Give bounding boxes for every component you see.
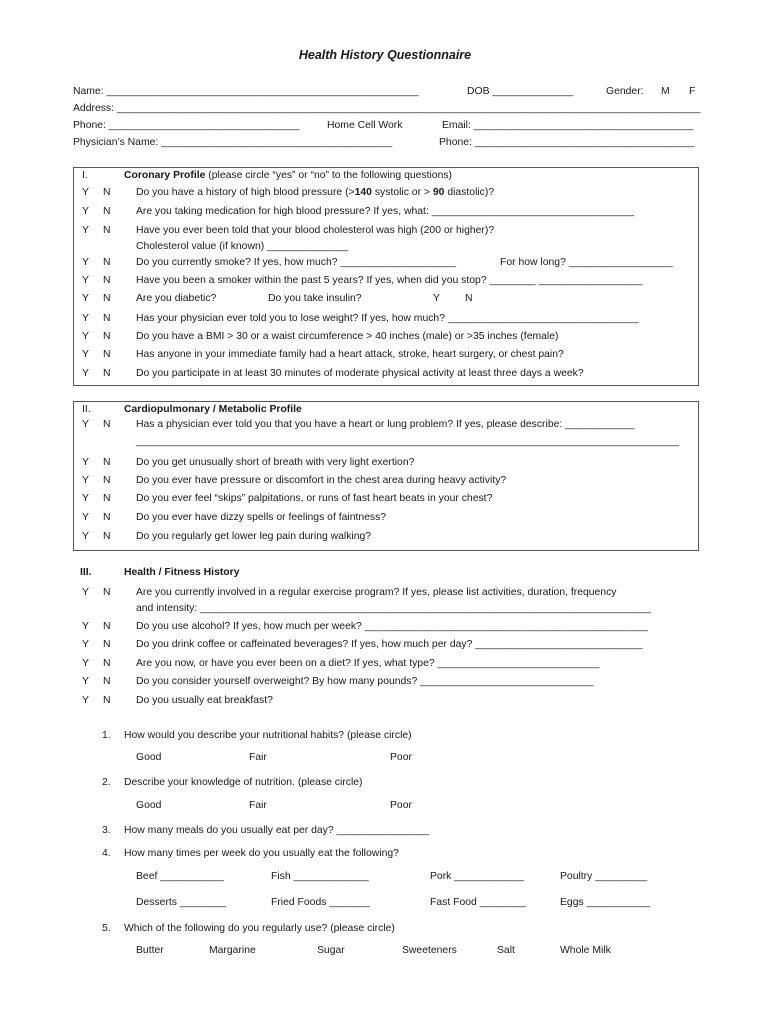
pork-field[interactable]: Pork ____________ bbox=[430, 871, 524, 882]
desserts-field[interactable]: Desserts ________ bbox=[136, 897, 227, 908]
question-exercise-program: Are you currently involved in a regular exercise program? If yes, please list activities, duration, frequency bbox=[136, 587, 617, 598]
question-shortness-of-breath: Do you get unusually short of breath with very light exertion? bbox=[136, 457, 415, 468]
exercise-intensity-field[interactable]: and intensity: ______________________________________________________________________________ bbox=[136, 603, 651, 614]
option-poor[interactable]: Poor bbox=[390, 800, 412, 811]
question-leg-pain: Do you regularly get lower leg pain during walking? bbox=[136, 531, 372, 542]
beef-field[interactable]: Beef ___________ bbox=[136, 871, 224, 882]
smoke-duration-field[interactable]: For how long? __________________ bbox=[500, 257, 673, 268]
section-number: III. bbox=[80, 567, 92, 578]
no-option[interactable]: N bbox=[103, 368, 111, 379]
fish-field[interactable]: Fish _____________ bbox=[271, 871, 369, 882]
no-option[interactable]: N bbox=[103, 621, 111, 632]
question-chest-pressure: Do you ever have pressure or discomfort in the chest area during heavy activity? bbox=[136, 475, 507, 486]
question-bp-medication[interactable]: Are you taking medication for high blood pressure? If yes, what: ___________________________________ bbox=[136, 206, 634, 217]
fast-food-field[interactable]: Fast Food ________ bbox=[430, 897, 526, 908]
eggs-field[interactable]: Eggs ___________ bbox=[560, 897, 651, 908]
no-option[interactable]: N bbox=[103, 187, 111, 198]
no-option[interactable]: N bbox=[103, 275, 111, 286]
no-option[interactable]: N bbox=[103, 313, 111, 324]
question-diet[interactable]: Are you now, or have you ever been on a diet? If yes, what type? ____________________________ bbox=[136, 658, 600, 669]
no-option[interactable]: N bbox=[103, 676, 111, 687]
question-dizzy-spells: Do you ever have dizzy spells or feelings of faintness? bbox=[136, 512, 387, 523]
question-caffeine[interactable]: Do you drink coffee or caffeinated beverages? If yes, how much per day? _____________________________ bbox=[136, 639, 643, 650]
option-good[interactable]: Good bbox=[136, 800, 162, 811]
question-family-history: Has anyone in your immediate family had a heart attack, stroke, heart surgery, or chest pain? bbox=[136, 349, 564, 360]
phone-field[interactable]: Phone: _________________________________ bbox=[73, 120, 300, 131]
question-palpitations: Do you ever feel “skips” palpitations, or runs of fast heart beats in your chest? bbox=[136, 493, 493, 504]
yes-option[interactable]: Y bbox=[82, 331, 89, 342]
question-alcohol[interactable]: Do you use alcohol? If yes, how much per week? _________________________________________________ bbox=[136, 621, 648, 632]
phone-type-options[interactable]: Home Cell Work bbox=[327, 120, 403, 131]
gender-f-option[interactable]: F bbox=[689, 86, 696, 97]
question-regular-use: Which of the following do you regularly use? (please circle) bbox=[124, 923, 395, 934]
section-title: Cardiopulmonary / Metabolic Profile bbox=[124, 404, 302, 415]
no-option[interactable]: N bbox=[103, 331, 111, 342]
list-number: 2. bbox=[102, 777, 111, 788]
question-smoke[interactable]: Do you currently smoke? If yes, how much? ____________________ bbox=[136, 257, 457, 268]
heart-lung-description-field[interactable]: ______________________________________________________________________________________________ bbox=[136, 436, 680, 447]
question-food-frequency: How many times per week do you usually eat the following? bbox=[124, 848, 399, 859]
question-bmi: Do you have a BMI > 30 or a waist circumference > 40 inches (male) or >35 inches (female) bbox=[136, 331, 559, 342]
section-number: I. bbox=[82, 170, 88, 181]
option-fair[interactable]: Fair bbox=[249, 800, 267, 811]
question-breakfast: Do you usually eat breakfast? bbox=[136, 695, 273, 706]
no-option[interactable]: N bbox=[103, 658, 111, 669]
address-field[interactable]: Address: _____________________________________________________________________________________________________ bbox=[73, 103, 701, 114]
no-option[interactable]: N bbox=[103, 206, 111, 217]
yes-option[interactable]: Y bbox=[82, 275, 89, 286]
option-fair[interactable]: Fair bbox=[249, 752, 267, 763]
list-number: 1. bbox=[102, 730, 111, 741]
fried-foods-field[interactable]: Fried Foods _______ bbox=[271, 897, 370, 908]
option-salt[interactable]: Salt bbox=[497, 945, 515, 956]
question-text: Do you have a history of high blood pressure (> bbox=[136, 187, 355, 198]
option-butter[interactable]: Butter bbox=[136, 945, 164, 956]
option-margarine[interactable]: Margarine bbox=[209, 945, 256, 956]
yes-option[interactable]: Y bbox=[82, 206, 89, 217]
email-field[interactable]: Email: ______________________________________ bbox=[442, 120, 694, 131]
section-heading bbox=[124, 170, 452, 181]
no-option[interactable]: N bbox=[103, 225, 111, 236]
section-title: Health / Fitness History bbox=[124, 567, 240, 578]
list-number: 4. bbox=[102, 848, 111, 859]
no-option[interactable]: N bbox=[103, 419, 111, 430]
section-instructions: (please circle “yes” or “no” to the following questions) bbox=[205, 170, 453, 181]
no-option[interactable]: N bbox=[103, 457, 111, 468]
list-number: 3. bbox=[102, 825, 111, 836]
no-option[interactable]: N bbox=[103, 639, 111, 650]
poultry-field[interactable]: Poultry _________ bbox=[560, 871, 648, 882]
name-field[interactable]: Name: ______________________________________________________ bbox=[73, 86, 419, 97]
gender-m-option[interactable]: M bbox=[661, 86, 670, 97]
no-option[interactable]: N bbox=[103, 695, 111, 706]
page-title: Health History Questionnaire bbox=[298, 48, 472, 62]
gender-label: Gender: bbox=[606, 86, 644, 97]
no-option[interactable]: N bbox=[103, 349, 111, 360]
no-option[interactable]: N bbox=[103, 257, 111, 268]
question-nutritional-habits: How would you describe your nutritional habits? (please circle) bbox=[124, 730, 412, 741]
yes-option[interactable]: Y bbox=[82, 368, 89, 379]
no-option[interactable]: N bbox=[103, 475, 111, 486]
question-cholesterol: Have you ever been told that your blood cholesterol was high (200 or higher)? bbox=[136, 225, 495, 236]
yes-option[interactable]: Y bbox=[82, 531, 89, 542]
yes-option[interactable]: Y bbox=[82, 313, 89, 324]
option-good[interactable]: Good bbox=[136, 752, 162, 763]
yes-option[interactable]: Y bbox=[82, 293, 89, 304]
question-heart-lung-problem[interactable]: Has a physician ever told you that you have a heart or lung problem? If yes, please describe: ____________ bbox=[136, 419, 635, 430]
dob-field[interactable]: DOB ______________ bbox=[467, 86, 574, 97]
yes-option[interactable]: Y bbox=[82, 257, 89, 268]
yes-option[interactable]: Y bbox=[82, 621, 89, 632]
question-past-smoker[interactable]: Have you been a smoker within the past 5 years? If yes, when did you stop? ________ __________________ bbox=[136, 275, 643, 286]
yes-option[interactable]: Y bbox=[82, 187, 89, 198]
yes-option[interactable]: Y bbox=[82, 639, 89, 650]
insulin-yes-option[interactable]: Y bbox=[433, 293, 440, 304]
question-physical-activity: Do you participate in at least 30 minutes of moderate physical activity at least three days a week? bbox=[136, 368, 584, 379]
section-number: II. bbox=[82, 404, 91, 415]
question-meals-per-day[interactable]: How many meals do you usually eat per day? ________________ bbox=[124, 825, 430, 836]
list-number: 5. bbox=[102, 923, 111, 934]
question-insulin: Do you take insulin? bbox=[268, 293, 362, 304]
yes-option[interactable]: Y bbox=[82, 512, 89, 523]
yes-option[interactable]: Y bbox=[82, 349, 89, 360]
no-option[interactable]: N bbox=[103, 587, 111, 598]
option-whole-milk[interactable]: Whole Milk bbox=[560, 945, 611, 956]
yes-option[interactable]: Y bbox=[82, 475, 89, 486]
question-overweight[interactable]: Do you consider yourself overweight? By how many pounds? ______________________________ bbox=[136, 676, 594, 687]
yes-option[interactable]: Y bbox=[82, 493, 89, 504]
physician-phone-field[interactable]: Phone: ______________________________________ bbox=[439, 137, 695, 148]
section-title: Coronary Profile bbox=[124, 170, 206, 181]
option-sugar[interactable]: Sugar bbox=[317, 945, 345, 956]
question-value: 90 bbox=[432, 187, 445, 198]
yes-option[interactable]: Y bbox=[82, 658, 89, 669]
no-option[interactable]: N bbox=[103, 493, 111, 504]
no-option[interactable]: N bbox=[103, 293, 111, 304]
question-value: 140 bbox=[354, 187, 372, 198]
insulin-no-option[interactable]: N bbox=[465, 293, 473, 304]
question-diabetic: Are you diabetic? bbox=[136, 293, 217, 304]
question-text: systolic or > bbox=[371, 187, 433, 198]
physician-name-field[interactable]: Physician’s Name: ________________________________________ bbox=[73, 137, 393, 148]
yes-option[interactable]: Y bbox=[82, 225, 89, 236]
yes-option[interactable]: Y bbox=[82, 676, 89, 687]
no-option[interactable]: N bbox=[103, 531, 111, 542]
cholesterol-value-field[interactable]: Cholesterol value (if known) ______________ bbox=[136, 241, 348, 252]
option-poor[interactable]: Poor bbox=[390, 752, 412, 763]
yes-option[interactable]: Y bbox=[82, 457, 89, 468]
yes-option[interactable]: Y bbox=[82, 419, 89, 430]
question-high-blood-pressure bbox=[136, 187, 494, 198]
question-lose-weight[interactable]: Has your physician ever told you to lose weight? If yes, how much? _________________________________ bbox=[136, 313, 639, 324]
option-sweeteners[interactable]: Sweeteners bbox=[402, 945, 457, 956]
no-option[interactable]: N bbox=[103, 512, 111, 523]
yes-option[interactable]: Y bbox=[82, 695, 89, 706]
question-nutrition-knowledge: Describe your knowledge of nutrition. (please circle) bbox=[124, 777, 363, 788]
question-text: diastolic)? bbox=[444, 187, 495, 198]
yes-option[interactable]: Y bbox=[82, 587, 89, 598]
